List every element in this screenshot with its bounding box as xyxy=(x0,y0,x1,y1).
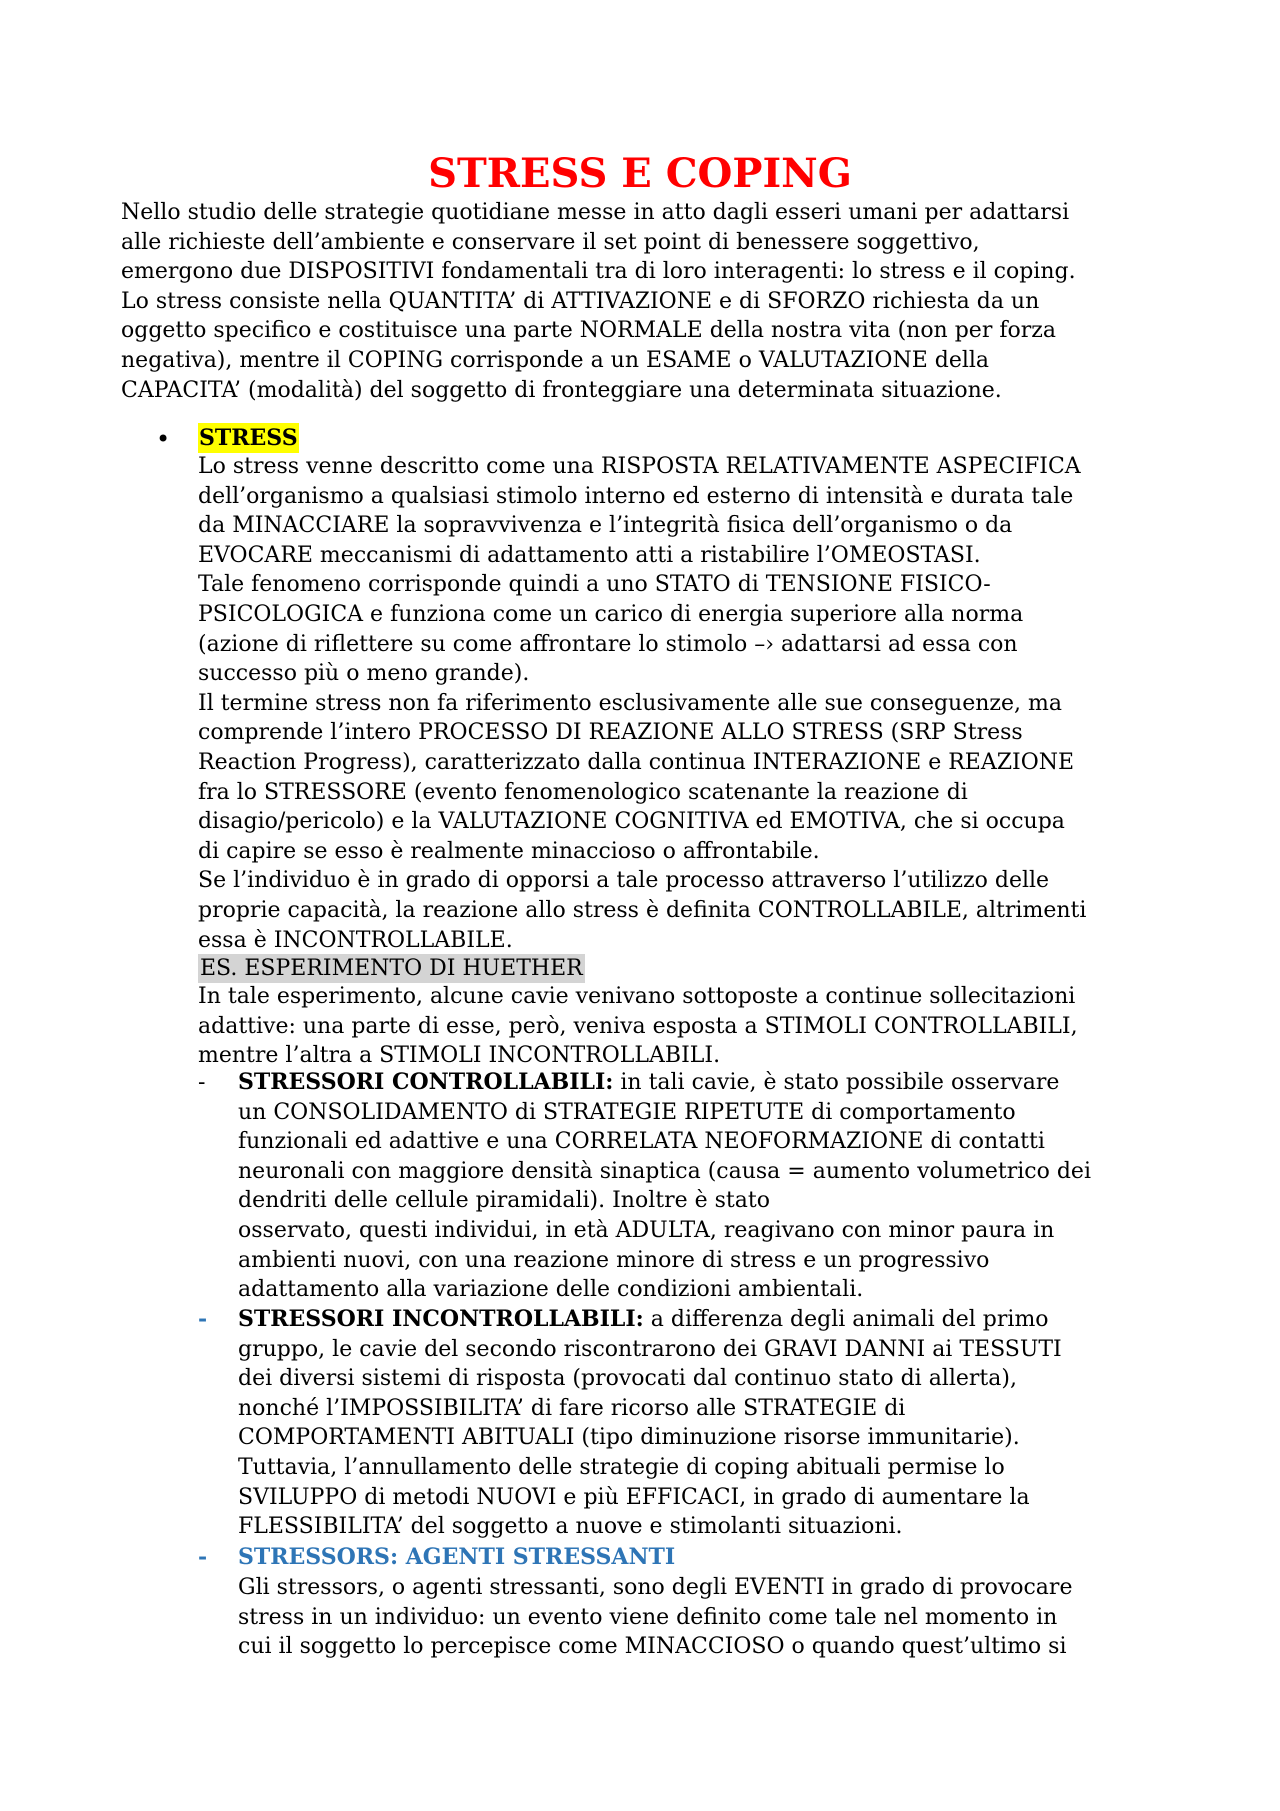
list-item-controllable xyxy=(238,1068,1178,1305)
list-item-text: in tali cavie, è stato possibile osservare un CONSOLIDAMENTO di STRATEGIE RIPETUTE di comportamento funzionali ed adattive e una CORRELATA NEOFORMAZIONE di contatti neuronali con maggiore densità sinaptica (causa = aumento volumetrico dei dendriti delle cellule piramidali). Inoltre è stato osservato, questi individui, in età ADULTA, reagivano con minor paura in ambienti nuovi, con una reazione minore di stress e un progressivo adattamento alla variazione delle condizioni ambientali. xyxy=(238,1070,1091,1303)
stress-description: Lo stress venne descritto come una RISPOSTA RELATIVAMENTE ASPECIFICA dell’organismo a qualsiasi stimolo interno ed esterno di intensità e durata tale da MINACCIARE la sopravvivenza e l’integrità fisica dell’organismo o da EVOCARE meccanismi di adattamento atti a ristabilire l’OMEOSTASI. Tale fenomeno corrisponde quindi a uno STATO di TENSIONE FISICO- PSICOLOGICA e funziona come un carico di energia superiore alla norma (azione di riflettere su come affrontare lo stimolo –› adattarsi ad essa con successo più o meno grande). Il termine stress non fa riferimento esclusivamente alle sue conseguenze, ma comprende l’intero PROCESSO DI REAZIONE ALLO STRESS (SRP Stress Reaction Progress), caratterizzato dalla continua INTERAZIONE e REAZIONE fra lo STRESSORE (evento fenomenologico scatenante la reazione di disagio/pericolo) e la VALUTAZIONE COGNITIVA ed EMOTIVA, che si occupa di capire se esso è realmente minaccioso o affrontabile. Se l’individuo è in grado di opporsi a tale processo attraverso l’utilizzo delle proprie capacità, la reazione allo stress è definita CONTROLLABILE, altrimenti essa è INCONTROLLABILE. xyxy=(198,454,1087,953)
list-item-text: a differenza degli animali del primo gruppo, le cavie del secondo riscontrarono dei GRAVI DANNI ai TESSUTI dei diversi sistemi di risposta (provocati dal continuo stato di allerta), nonché l’IMPOSSIBILITA’ di fare ricorso alle STRATEGIE di COMPORTAMENTI ABITUALI (tipo diminuzione risorse immunitarie). Tuttavia, l’annullamento delle strategie di coping abituali permise lo SVILUPPO di metodi NUOVI e più EFFICACI, in grado di aumentare la FLESSIBILITA’ del soggetto a nuove e stimolanti situazioni. xyxy=(238,1307,1062,1540)
document-title: STRESS E COPING xyxy=(428,150,852,197)
dash-marker: - xyxy=(198,1070,206,1095)
stressors-description: Gli stressors, o agenti stressanti, sono degli EVENTI in grado di provocare stress in un individuo: un evento viene definito come tale nel momento in cui il soggetto lo percepisce come MINACCIOSO o quando quest’ultimo si xyxy=(238,1575,1073,1660)
intro-paragraph: Nello studio delle strategie quotidiane messe in atto dagli esseri umani per adattarsi alle richieste dell’ambiente e conservare il set point di benessere soggettivo, emergono due DISPOSITIVI fondamentali tra di loro interagenti: lo stress e il coping. Lo stress consiste nella QUANTITA’ di ATTIVAZIONE e di SFORZO richiesta da un oggetto specifico e costituisce una parte NORMALE della nostra vita (non per forza negativa), mentre il COPING corrisponde a un ESAME o VALUTAZIONE della CAPACITA’ (modalità) del soggetto di fronteggiare una determinata situazione. xyxy=(121,200,1076,403)
bullet-icon: • xyxy=(156,425,171,453)
list-item-label: STRESSORI INCONTROLLABILI: xyxy=(238,1306,644,1332)
list-item-uncontrollable xyxy=(238,1305,1178,1542)
dash-marker: - xyxy=(198,1306,208,1332)
list-item-label: STRESSORI CONTROLLABILI: xyxy=(238,1069,614,1095)
stress-heading: STRESS xyxy=(199,425,298,451)
example-description: In tale esperimento, alcune cavie venivano sottoposte a continue sollecitazioni adattive: una parte di esse, però, veniva esposta a STIMOLI CONTROLLABILI, mentre l’altra a STIMOLI INCONTROLLABILI. xyxy=(198,984,1078,1069)
example-heading: ES. ESPERIMENTO DI HUETHER xyxy=(200,956,583,981)
stressors-heading: STRESSORS: AGENTI STRESSANTI xyxy=(238,1544,676,1570)
dash-marker: - xyxy=(198,1544,208,1570)
